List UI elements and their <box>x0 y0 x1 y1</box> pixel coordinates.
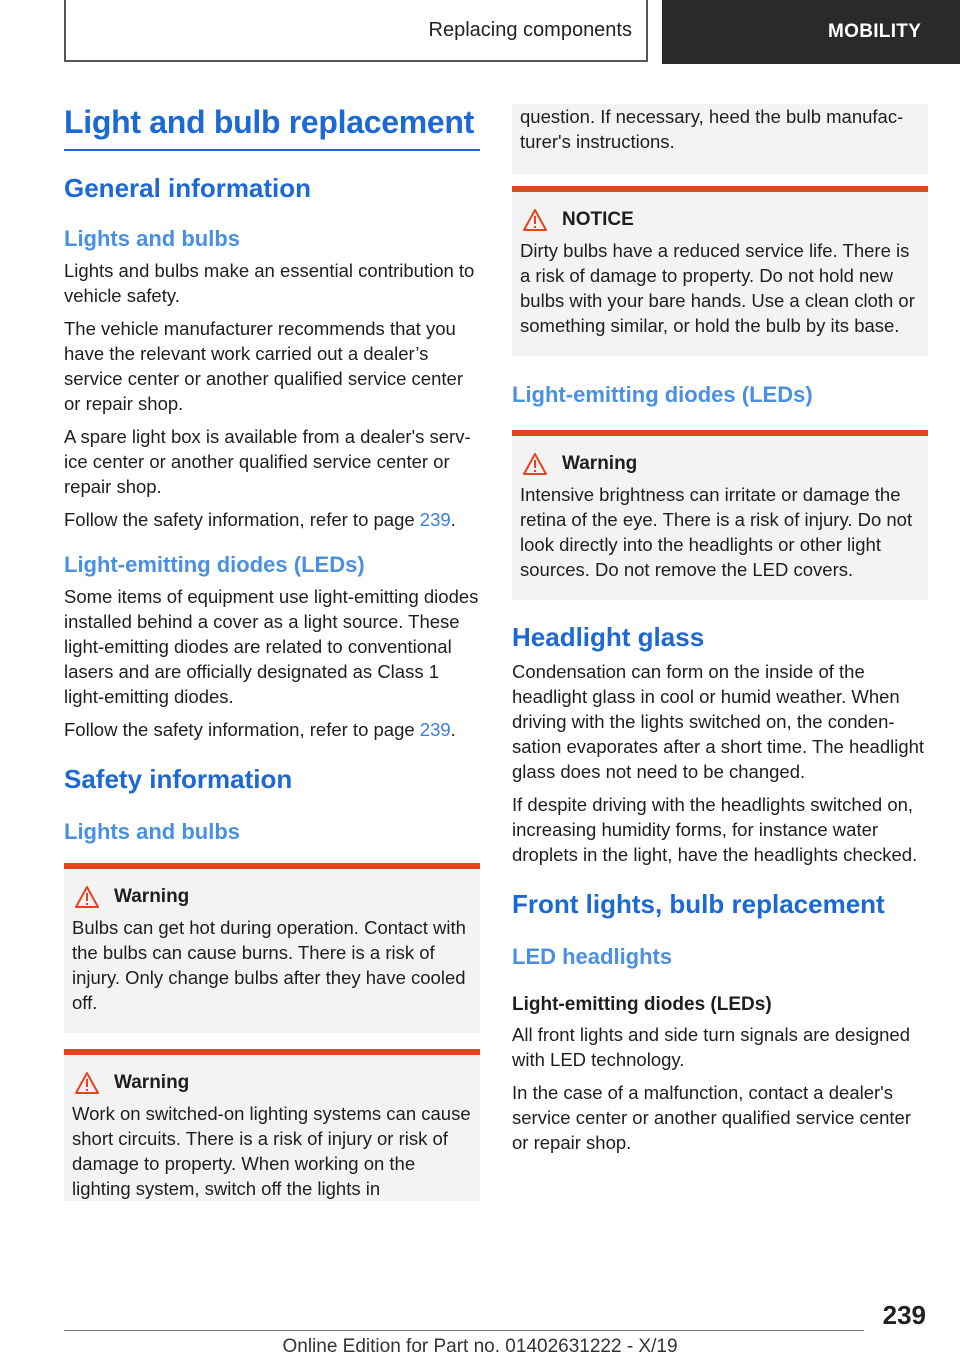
warning-triangle-icon <box>522 208 548 232</box>
warning-title <box>72 1071 472 1095</box>
warning-text: question. If necessary, heed the bulb manufacturer's instructions. <box>520 106 904 152</box>
running-header-section: Replacing components <box>64 0 648 62</box>
paragraph: A spare light box is available from a dealer's service center or another qualified service center or repair shop. <box>64 426 471 497</box>
warning-triangle-icon <box>522 452 548 476</box>
warning-box <box>64 1049 480 1201</box>
led-heading: Light-emitting diodes (LEDs) <box>512 382 813 407</box>
warning-text: Work on switched-on lighting systems can cause short circuits. There is a risk of injury or risk of damage to property. When working on the lighting system, switch off the lights in <box>72 1103 471 1199</box>
warning-label: Warning <box>562 453 638 474</box>
right-column <box>512 104 928 1155</box>
page-number: 239 <box>882 1300 926 1330</box>
led-subheading: Light-emitting diodes (LEDs) <box>512 994 772 1015</box>
led-headlights-heading: LED headlights <box>512 944 673 969</box>
warning-box-continued <box>512 104 928 174</box>
paragraph: The vehicle manufacturer recommends that you have the relevant work carried out a dealer’s service center or another qualified service center or repair shop. <box>64 318 463 414</box>
paragraph: If despite driving with the headlights switched on, increasing humidity forms, for instance water droplets in the light, have the headlights checked. <box>512 794 918 865</box>
paragraph: Lights and bulbs make an essential contribution to vehicle safety. <box>64 260 475 306</box>
warning-text: Intensive brightness can irritate or damage the retina of the eye. There is a risk of injury. Do not look directly into the headlights or other light sources. Do not remove the LED covers. <box>520 484 913 580</box>
warning-triangle-icon <box>74 885 100 909</box>
notice-text: Dirty bulbs have a reduced service life. There is a risk of damage to property. Do not hold new bulbs with your bare hands. Use a clean cloth or something similar, or hold the bulb by its base. <box>520 240 915 336</box>
warning-box <box>64 863 480 1033</box>
reference-text: . <box>450 509 456 530</box>
safety-reference <box>64 717 480 742</box>
warning-title <box>520 452 920 476</box>
safety-lights-bulbs-heading: Lights and bulbs <box>64 819 240 844</box>
paragraph: Some items of equipment use light-emitting diodes installed behind a cover as a light source. These light-emitting diodes are related to conventional lasers and are officially designated as Class 1 light-emitting diodes. <box>64 586 479 707</box>
warning-text: Bulbs can get hot during operation. Contact with the bulbs can cause burns. There is a risk of injury. Only change bulbs after they have cooled off. <box>72 917 466 1013</box>
chapter-tab: MOBILITY <box>662 0 960 64</box>
notice-title <box>520 208 920 232</box>
paragraph: Condensation can form on the inside of the headlight glass in cool or humid weather. When driving with the lights switched on, the condensation evaporates after a short time. The headlight glass does not need to be changed. <box>512 661 925 782</box>
general-information-heading: General information <box>64 173 312 203</box>
warning-label: Warning <box>114 886 190 907</box>
front-lights-heading: Front lights, bulb replacement <box>512 889 885 919</box>
page-link[interactable]: 239 <box>419 509 451 530</box>
notice-label: NOTICE <box>562 209 634 230</box>
page-title: Light and bulb replacement <box>64 100 480 151</box>
headlight-glass-heading: Headlight glass <box>512 622 705 652</box>
footer-divider <box>64 1330 864 1331</box>
reference-text: Follow the safety information, refer to page <box>64 509 420 530</box>
reference-text: Follow the safety information, refer to page <box>64 719 420 740</box>
warning-label: Warning <box>114 1072 190 1093</box>
lights-bulbs-heading: Lights and bulbs <box>64 226 240 251</box>
footer-edition: Online Edition for Part no. 01402631222 - X/19 <box>282 1336 678 1357</box>
warning-triangle-icon <box>74 1071 100 1095</box>
led-heading: Light-emitting diodes (LEDs) <box>64 552 365 577</box>
safety-information-heading: Safety information <box>64 764 293 794</box>
safety-reference <box>64 507 480 532</box>
paragraph: In the case of a malfunction, contact a dealer's service center or another qualified service center or repair shop. <box>512 1082 911 1153</box>
warning-box <box>512 430 928 600</box>
left-column <box>64 100 480 1201</box>
paragraph: All front lights and side turn signals are designed with LED technology. <box>512 1024 910 1070</box>
reference-text: . <box>450 719 456 740</box>
notice-box <box>512 186 928 356</box>
warning-title <box>72 885 472 909</box>
page-link[interactable]: 239 <box>419 719 451 740</box>
